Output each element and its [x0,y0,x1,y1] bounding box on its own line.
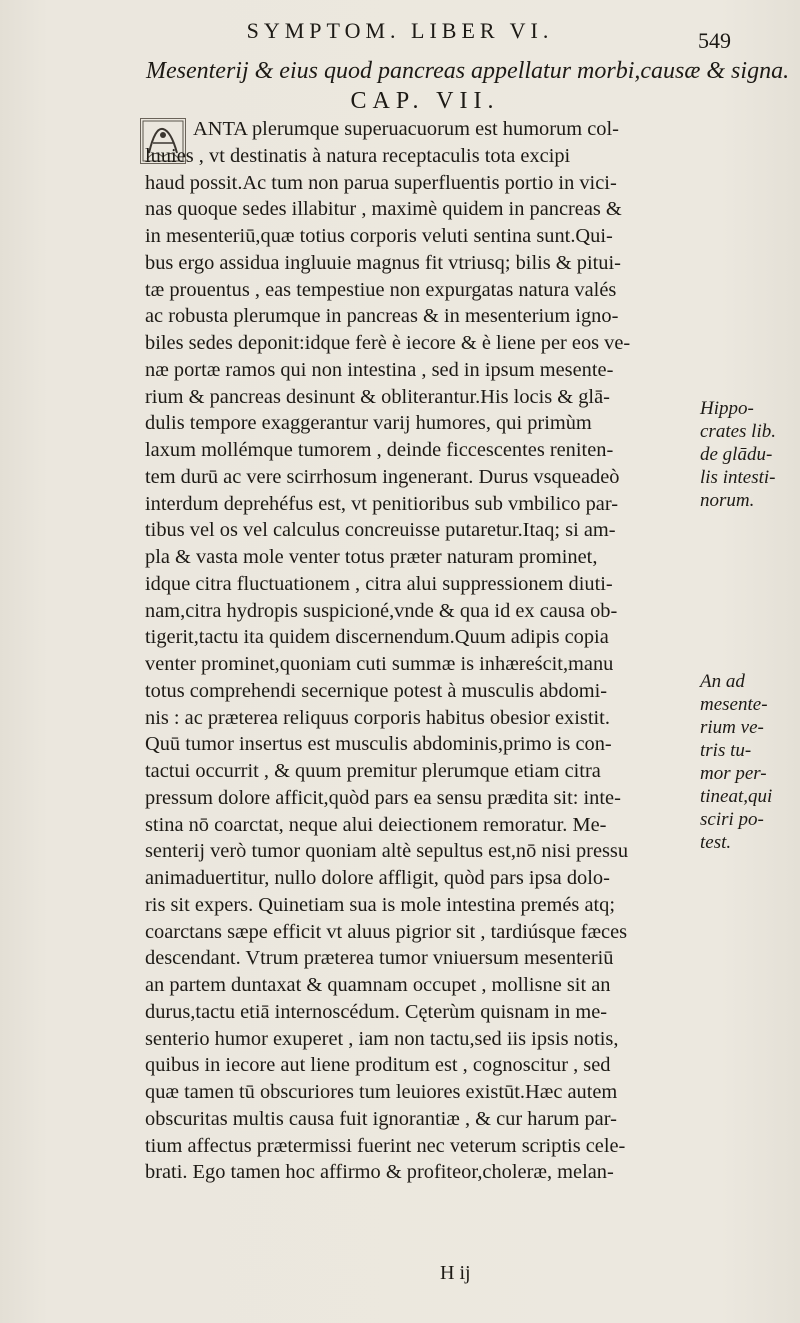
text-line: an partem duntaxat & quamnam occupet , mollisne sit an [145,974,611,996]
text-line: tem durū ac vere scirrhosum ingenerant. Durus vsqueadeò [145,465,620,488]
signature-mark: H ij [440,1262,471,1284]
page-number: 549 [698,28,731,53]
text-line: senterij verò tumor quoniam altè sepultus est,nō nisi pressu [145,840,629,863]
text-line: venter prominet,quoniam cuti summæ is inhæreścit,manu [145,653,614,675]
text-line: nas quoque sedes illabitur , maximè quidem in pancreas & [145,198,622,221]
text-line: laxum mollémque tumorem , deinde ficcescentes reniten- [145,439,614,461]
chapter-heading: CAP. VII. [350,88,500,114]
text-line: obscuritas multis causa fuit ignorantiæ , & cur harum par- [145,1107,617,1130]
text-line: quæ tamen tū obscuriores tum leuiores existūt.Hæc autem [145,1081,618,1103]
text-line: interdum deprehéfus est, vt penitioribus sub vmbilico par- [145,492,619,515]
text-line: stina nō coarctat, neque alui deiectionem remoratur. Me- [145,813,607,836]
text-line: animaduertitur, nullo dolore affligit, quòd pars ipsa dolo- [145,867,610,889]
text-line: næ portæ ramos qui non intestina , sed in ipsum mesente- [145,358,614,381]
running-head: SYMPTOM. LIBER VI. [246,18,554,43]
marginal-line: test. [700,832,732,853]
marginal-line: crates lib. [700,421,776,442]
text-line: tæ prouentus , eas tempestiue non expurgatas natura valés [145,278,617,301]
text-line: totus comprehendi secernique potest à musculis abdomi- [145,679,608,702]
text-line: tibus vel os vel calculus concreuisse putaretur.Itaq; si am- [145,519,616,542]
chapter-subtitle: Mesenterij & eius quod pancreas appellatur morbi,causæ & signa. [146,58,790,84]
text-line: senterio humor exuperet , iam non tactu,sed iis ipsis notis, [145,1027,619,1050]
text-line: brati. Ego tamen hoc affirmo & profiteor,choleræ, melan- [145,1161,614,1184]
text-line: in mesenteriū,quæ totius corporis veluti sentina sunt.Qui- [145,225,613,247]
marginal-line: rium ve- [700,717,764,738]
marginal-line: mesente- [700,694,768,715]
text-line: durus,tactu etiā internoscédum. Cęterùm quisnam in me- [145,1000,608,1023]
text-line: tactui occurrit , & quum premitur plerumque etiam citra [145,760,601,782]
marginal-line: tris tu- [700,740,752,761]
text-line: tigerit,tactu ita quidem discernendum.Quum adipis copia [145,626,609,649]
text-line: rium & pancreas desinunt & obliterantur.His locis & glā- [145,385,610,408]
marginal-line: mor per- [700,763,767,784]
text-line: haud possit.Ac tum non parua superfluentis portio in vici- [145,171,617,194]
text-line: bus ergo assidua ingluuie magnus fit vtriusq; bilis & pitui- [145,251,621,274]
marginal-note-mesenterium [700,670,792,854]
marginal-note-hippocrates [700,397,792,512]
marginal-line: de glādu- [700,444,773,465]
text-line: ac robusta plerumque in pancreas & in mesenterium igno- [145,305,619,328]
text-line: nam,citra hydropis suspicioné,vnde & qua id ex causa ob- [145,599,618,622]
text-line: idque citra fluctuationem , citra alui suppressionem diuti- [145,572,613,595]
text-line: Quū tumor insertus est musculis abdominis,primo is con- [145,733,612,756]
marginal-line: An ad [700,671,745,692]
marginal-line: tineat,qui [700,786,773,807]
text-line: pla & vasta mole venter totus præter naturam prominet, [145,546,598,568]
text-line: tium affectus prætermissi fuerint nec veterum scriptis cele- [145,1134,626,1157]
text-line: coarctans sæpe efficit vt aluus pigrior sit , tardiúsque fæces [145,920,628,943]
text-line: ris sit expers. Quinetiam sua is mole intestina premés atq; [145,893,616,916]
text-line: biles sedes deponit:idque ferè è iecore & è liene per eos ve- [145,332,631,354]
text-line: descendant. Vtrum præterea tumor vniuersum mesenteriū [145,947,614,970]
text-line: quibus in iecore aut liene proditum est , cognoscitur , sed [145,1054,611,1077]
text-line: pressum dolore afficit,quòd pars ea sensu prædita sit: inte- [145,786,621,809]
marginal-line: sciri po- [700,809,764,830]
marginal-line: Hippo- [700,398,754,419]
marginal-line: lis intesti- [700,467,776,488]
text-line: luuies , vt destinatis à natura receptaculis tota excipi [145,144,571,167]
marginal-line: norum. [700,490,755,511]
text-line: nis : ac præterea reliquus corporis habitus obesior existit. [145,706,610,729]
text-line: dulis tempore exaggerantur varij humores, qui primùm [145,412,592,435]
main-text [145,116,690,1186]
text-line: ANTA plerumque superuacuorum est humorum col- [193,118,619,140]
